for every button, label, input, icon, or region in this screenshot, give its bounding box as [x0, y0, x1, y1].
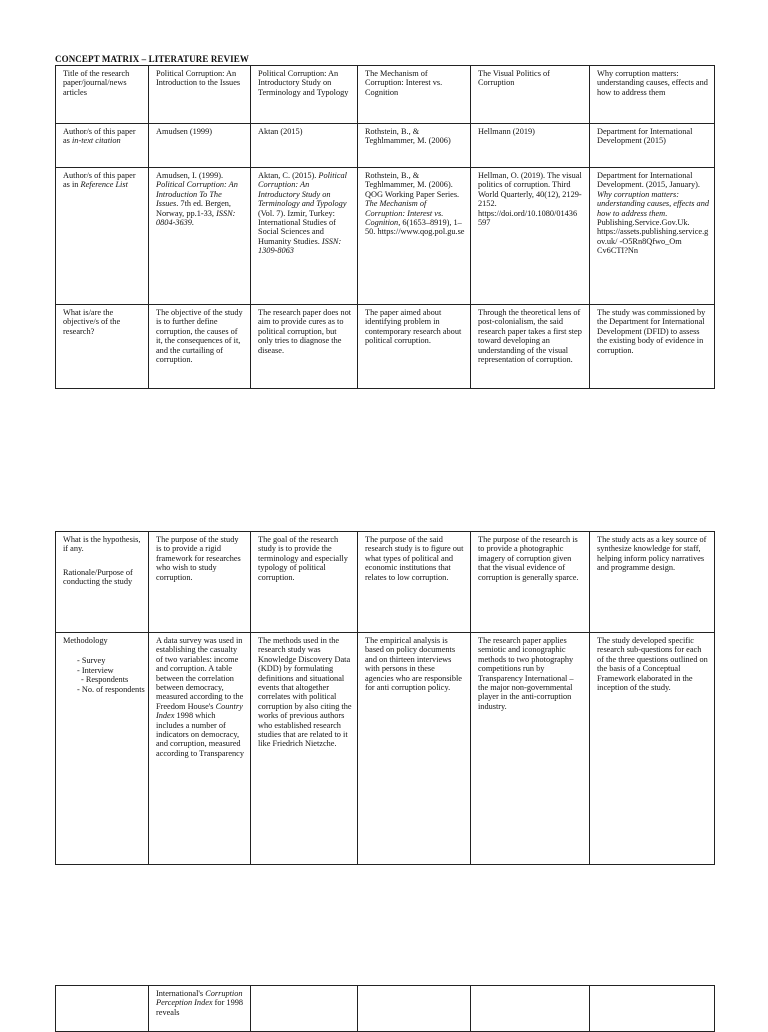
objective-cell-2: The research paper does not aim to provide cures as to political corruption, but only tries to diagnose the disease.: [251, 305, 358, 389]
row-label-title: Title of the research paper/journal/news articles: [56, 66, 149, 124]
intext-cell-2: Aktan (2015): [251, 124, 358, 168]
hypothesis-cell-1: The purpose of the study is to provide a rigid framework for researches who wish to study corruption.: [149, 532, 251, 633]
continuation-cell-3: [358, 986, 471, 1032]
methodology-cell-5: The study developed specific research sub-questions for each of the three questions outlined on the basis of a Conceptual Framework elaborated in the inception of the study.: [590, 633, 715, 865]
title-cell-2: Political Corruption: An Introductory Study on Terminology and Typology: [251, 66, 358, 124]
table-row-methodology: [56, 633, 715, 865]
methodology-cell-1: A data survey was used in establishing the casualty of two variables: income and corruption. A table between the correlation between democracy, measured according to the Freedom House's Country Index 1998 which includes a number of indicators on democracy, and corruption, measured according to Transparency: [149, 633, 251, 865]
row-label-methodology: Methodology - Survey - Interview - Respondents - No. of respondents: [56, 633, 149, 865]
intext-cell-5: Department for International Development (2015): [590, 124, 715, 168]
continuation-cell-2: [251, 986, 358, 1032]
reference-cell-5: Department for International Development. (2015, January). Why corruption matters: understanding causes, effects and how to address them. Publishing.Service.Gov.Uk. https://assets.publishing.service.gov.uk/ -O5Rn8Qfwo_Om Cv6CTI?Nn: [590, 168, 715, 305]
continuation-cell-4: [471, 986, 590, 1032]
methodology-cell-3: The empirical analysis is based on policy documents and on thirteen interviews with persons in these agencies who are responsible for anti corruption policy.: [358, 633, 471, 865]
list-item: - Survey: [77, 656, 106, 666]
methodology-cell-2: The methods used in the research study was Knowledge Discovery Data (KDD) by formulating definitions and situational events that altogether correlates with political corruption by also citing the works of previous authors who established research studies that are related to it like Friedrich Nietzche.: [251, 633, 358, 865]
reference-cell-3: Rothstein, B., & Teghlmammer, M. (2006). QOG Working Paper Series. The Mechanism of Corruption: Interest vs. Cognition, 6(1653–8919), 1–50. https://www.qog.pol.gu.se: [358, 168, 471, 305]
table-row-intext-citation: [56, 124, 715, 168]
objective-cell-3: The paper aimed about identifying problem in contemporary research about political corruption.: [358, 305, 471, 389]
table-row-hypothesis: [56, 532, 715, 633]
continuation-cell-1: International's Corruption Perception Index for 1998 reveals: [149, 986, 251, 1032]
row-label-objective: What is/are the objective/s of the research?: [56, 305, 149, 389]
concept-matrix-table: [55, 65, 715, 389]
title-cell-1: Political Corruption: An Introduction to the Issues: [149, 66, 251, 124]
continuation-label-cell: [56, 986, 149, 1032]
hypothesis-cell-5: The study acts as a key source of synthesize knowledge for staff, helping inform policy narratives and programme design.: [590, 532, 715, 633]
table-row-titles: [56, 66, 715, 124]
intext-cell-3: Rothstein, B., & Teghlmammer, M. (2006): [358, 124, 471, 168]
reference-cell-2: Aktan, C. (2015). Political Corruption: An Introductory Study on Terminology and Typology (Vol. 7). Izmir, Turkey: International Studies of Social Sciences and Humanity Studies. ISSN: 1309-8063: [251, 168, 358, 305]
objective-cell-4: Through the theoretical lens of post-colonialism, the said research paper takes a first step toward developing an understanding of the visual representation of corruption.: [471, 305, 590, 389]
list-item: - Respondents: [81, 675, 129, 685]
title-cell-4: The Visual Politics of Corruption: [471, 66, 590, 124]
row-label-intext: Author/s of this paper as in-text citation: [56, 124, 149, 168]
row-label-hypothesis: What is the hypothesis, if any. Rationale/Purpose of conducting the study: [56, 532, 149, 633]
title-cell-5: Why corruption matters: understanding causes, effects and how to address them: [590, 66, 715, 124]
table-row-objectives: [56, 305, 715, 389]
methodology-list: [63, 656, 143, 694]
list-item: - Interview: [77, 665, 114, 675]
hypothesis-cell-4: The purpose of the research is to provide a photographic imagery of corruption given that the visual evidence of corruption is generally sparce.: [471, 532, 590, 633]
reference-cell-4: Hellman, O. (2019). The visual politics of corruption. Third World Quarterly, 40(12), 2129-2152. https://doi.ord/10.1080/01436 597: [471, 168, 590, 305]
hypothesis-cell-3: The purpose of the said research study is to figure out what types of political and economic institutions that relates to low corruption.: [358, 532, 471, 633]
reference-cell-1: Amudsen, I. (1999). Political Corruption: An Introduction To The Issues. 7th ed. Bergen, Norway, pp.1-33, ISSN: 0804-3639.: [149, 168, 251, 305]
objective-cell-1: The objective of the study is to further define corruption, the causes of it, the consequences of it, and the curtailing of corruption.: [149, 305, 251, 389]
hypothesis-cell-2: The goal of the research study is to provide the terminology and especially typology of political corruption.: [251, 532, 358, 633]
continuation-cell-5: [590, 986, 715, 1032]
table-row-reference-list: [56, 168, 715, 305]
methodology-cell-4: The research paper applies semiotic and iconographic methods to two photography competitions run by Transparency International – the major non-governmental player in the anti-corruption industry.: [471, 633, 590, 865]
intext-cell-4: Hellmann (2019): [471, 124, 590, 168]
title-cell-3: The Mechanism of Corruption: Interest vs. Cognition: [358, 66, 471, 124]
document-title: CONCEPT MATRIX – LITERATURE REVIEW: [55, 54, 249, 64]
table-row-continuation: [56, 986, 715, 1032]
objective-cell-5: The study was commissioned by the Department for International Development (DFID) to assess the existing body of evidence in corruption.: [590, 305, 715, 389]
row-label-reference: Author/s of this paper as in Reference List: [56, 168, 149, 305]
concept-matrix-table-next-page: [55, 985, 715, 1032]
concept-matrix-table-continued: [55, 531, 715, 865]
intext-cell-1: Amudsen (1999): [149, 124, 251, 168]
list-item: - No. of respondents: [77, 684, 145, 694]
